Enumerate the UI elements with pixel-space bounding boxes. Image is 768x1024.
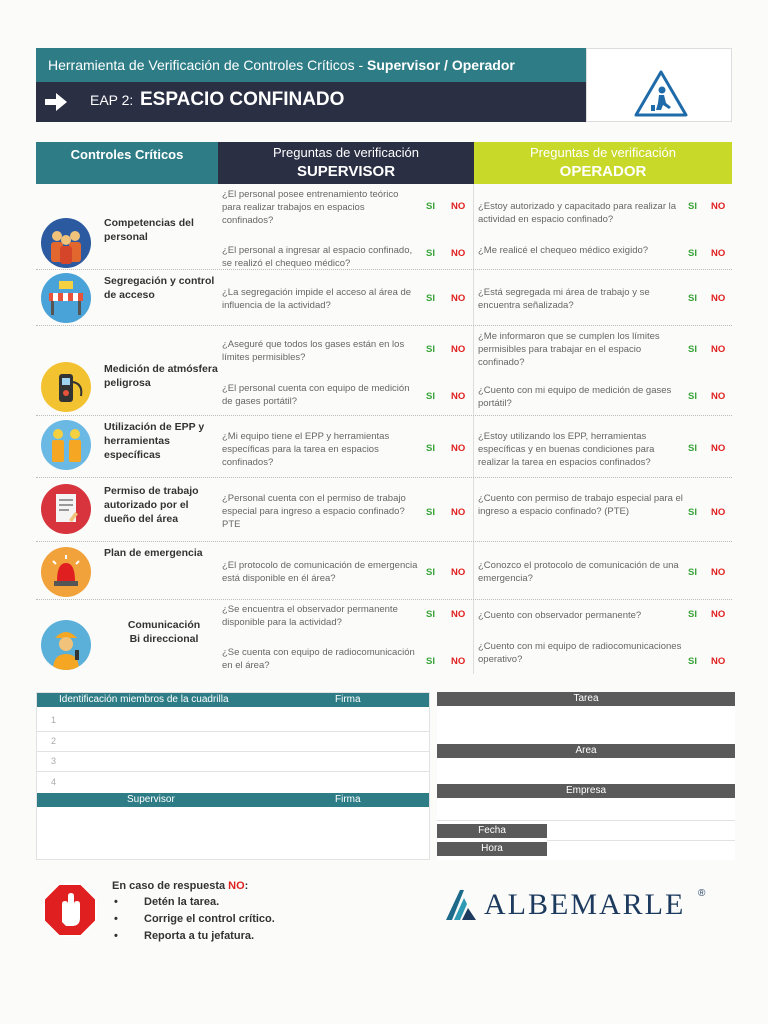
right-arrow-icon xyxy=(44,92,68,112)
supervisor-question: ¿Mi equipo tiene el EPP y herramientas específicas para la tarea en espacios confinados? xyxy=(222,431,390,468)
operator-question: ¿Cuento con permiso de trabajo especial para el ingreso a espacio confinado? (PTE) xyxy=(478,493,683,517)
supervisor-question: ¿El personal posee entrenamiento teórico para realizar trabajos en espacios confinados? xyxy=(222,189,399,226)
note-title-prefix: En caso de respuesta xyxy=(112,880,229,892)
control-row-emergencia xyxy=(36,542,732,600)
operator-question: ¿Cuento con mi equipo de radiocomunicaciones operativo? xyxy=(478,641,682,665)
control-row-medicion xyxy=(36,326,732,416)
no-answer-note: En caso de respuesta NO: Detén la tarea. Corrige el control crítico. Reporta a tu jefatura. xyxy=(36,868,426,952)
yes-option[interactable]: SI xyxy=(688,201,697,212)
supervisor-question: ¿Se cuenta con equipo de radiocomunicación en el área? xyxy=(222,647,415,671)
supervisor-question: ¿Aseguré que todos los gases están en los límites permisibles? xyxy=(222,339,405,363)
yes-option[interactable]: SI xyxy=(688,443,697,454)
no-option[interactable]: NO xyxy=(451,344,466,355)
no-option[interactable]: NO xyxy=(711,344,726,355)
yes-option[interactable]: SI xyxy=(426,344,435,355)
crew-row-number: 1 xyxy=(51,715,57,725)
albemarle-logo xyxy=(444,886,734,926)
supervisor-header-top: Preguntas de verificación xyxy=(273,145,419,160)
yes-option[interactable]: SI xyxy=(688,344,697,355)
emergency-light-icon xyxy=(41,547,91,597)
no-option[interactable]: NO xyxy=(451,391,466,402)
column-header-controls: Controles Críticos xyxy=(36,142,218,184)
control-label: Utilización de EPP y herramientas específicas xyxy=(104,421,205,461)
gas-detector-icon xyxy=(41,362,91,412)
crew-signature-header: Firma xyxy=(335,694,361,705)
crew-row-number: 2 xyxy=(51,736,57,746)
yes-option[interactable]: SI xyxy=(426,567,435,578)
date-label: Fecha xyxy=(437,824,547,838)
crew-header xyxy=(37,693,429,707)
tool-title-bar xyxy=(36,48,586,82)
no-option[interactable]: NO xyxy=(711,201,726,212)
operator-question: ¿Conozco el protocolo de comunicación de una emergencia? xyxy=(478,560,679,584)
operator-question: ¿Está segregada mi área de trabajo y se encuentra señalizada? xyxy=(478,287,650,311)
operator-question: ¿Estoy utilizando los EPP, herramientas específicas y en buenas condiciones para realizar la tarea en espacios confinados? xyxy=(478,431,655,468)
control-label: Segregación y control de acceso xyxy=(104,275,215,301)
barrier-icon xyxy=(41,273,91,323)
control-label: Competencias del personal xyxy=(104,217,194,243)
control-label: Medición de atmósfera peligrosa xyxy=(104,363,218,389)
warning-sign-box xyxy=(586,48,732,122)
supervisor-question: ¿El protocolo de comunicación de emergencia está disponible en él área? xyxy=(222,560,418,584)
no-option[interactable]: NO xyxy=(711,443,726,454)
operator-question: ¿Cuento con mi equipo de medición de gases portátil? xyxy=(478,385,672,409)
no-option[interactable]: NO xyxy=(711,609,726,620)
task-header: Tarea xyxy=(437,692,735,706)
yes-option[interactable]: SI xyxy=(688,293,697,304)
supervisor-question: ¿Personal cuenta con el permiso de trabajo especial para ingreso a espacio confinado? PTE xyxy=(222,493,406,530)
time-label: Hora xyxy=(437,842,547,856)
no-option[interactable]: NO xyxy=(451,656,466,667)
no-option[interactable]: NO xyxy=(711,507,726,518)
tool-title: Herramienta de Verificación de Controles Críticos - xyxy=(48,57,368,73)
crew-row-number: 3 xyxy=(51,756,57,766)
column-header-supervisor xyxy=(218,142,474,184)
operator-question: ¿Estoy autorizado y capacitado para realizar la actividad en espacio confinado? xyxy=(478,201,677,225)
no-option[interactable]: NO xyxy=(451,609,466,620)
yes-option[interactable]: SI xyxy=(426,201,435,212)
crew-id-header: Identificación miembros de la cuadrilla xyxy=(59,694,229,705)
supervisor-header-bottom: SUPERVISOR xyxy=(296,163,396,180)
yes-option[interactable]: SI xyxy=(426,656,435,667)
yes-option[interactable]: SI xyxy=(426,293,435,304)
no-option[interactable]: NO xyxy=(711,656,726,667)
control-label: Permiso de trabajo autorizado por el dueño del área xyxy=(104,485,199,525)
confined-space-warning-icon xyxy=(633,69,689,119)
note-title xyxy=(112,880,248,892)
yes-option[interactable]: SI xyxy=(426,443,435,454)
no-option[interactable]: NO xyxy=(451,567,466,578)
work-permit-icon xyxy=(41,484,91,534)
supervisor-question: ¿La segregación impide el acceso al área de influencia de la actividad? xyxy=(222,287,412,311)
supervisor-header xyxy=(37,793,429,807)
no-option[interactable]: NO xyxy=(451,507,466,518)
company-header: Empresa xyxy=(437,784,735,798)
workers-icon xyxy=(41,218,91,268)
control-label: Plan de emergencia xyxy=(104,547,203,559)
control-row-competencias xyxy=(36,184,732,270)
operator-question: ¿Me realicé el chequeo médico exigido? xyxy=(478,245,649,256)
no-option[interactable]: NO xyxy=(451,248,466,259)
control-row-segregacion xyxy=(36,270,732,326)
yes-option[interactable]: SI xyxy=(688,656,697,667)
area-header: Area xyxy=(437,744,735,758)
radio-worker-icon xyxy=(41,620,91,670)
control-label: Comunicación Bi direccional xyxy=(127,619,201,645)
operator-question: ¿Me informaron que se cumplen los límites permisibles para trabajar en el espacio confinado? xyxy=(478,331,660,368)
no-option[interactable]: NO xyxy=(711,293,726,304)
stop-hand-icon xyxy=(42,882,98,938)
crew-row-number: 4 xyxy=(51,777,57,787)
control-row-comunicacion xyxy=(36,600,732,674)
yes-option[interactable]: SI xyxy=(426,391,435,402)
supervisor-question: ¿Se encuentra el observador permanente disponible para la actividad? xyxy=(222,604,398,628)
tool-title-role: Supervisor / Operador xyxy=(367,57,515,73)
yes-option[interactable]: SI xyxy=(426,507,435,518)
operator-header-top: Preguntas de verificación xyxy=(530,145,676,160)
eap-label: EAP 2: xyxy=(90,92,134,108)
crew-table xyxy=(36,692,430,860)
brand-name: ALBEMARLE xyxy=(484,888,686,921)
ppe-icon xyxy=(41,420,91,470)
eap-title-bar xyxy=(36,82,586,122)
note-title-suffix: : xyxy=(244,880,249,892)
task-table xyxy=(437,692,735,860)
yes-option[interactable]: SI xyxy=(426,248,435,259)
control-row-epp xyxy=(36,416,732,478)
control-row-permiso xyxy=(36,478,732,542)
supervisor-label: Supervisor xyxy=(127,794,175,805)
column-header-operator xyxy=(474,142,732,184)
note-title-no: NO xyxy=(228,880,245,892)
yes-option[interactable]: SI xyxy=(688,507,697,518)
yes-option[interactable]: SI xyxy=(688,567,697,578)
no-option[interactable]: NO xyxy=(711,248,726,259)
no-option[interactable]: NO xyxy=(451,443,466,454)
no-option[interactable]: NO xyxy=(451,201,466,212)
yes-option[interactable]: SI xyxy=(426,609,435,620)
no-option[interactable]: NO xyxy=(711,567,726,578)
supervisor-signature-label: Firma xyxy=(335,794,361,805)
operator-header-bottom: OPERADOR xyxy=(559,163,647,180)
yes-option[interactable]: SI xyxy=(688,248,697,259)
brand-registered: ® xyxy=(698,888,706,899)
no-option[interactable]: NO xyxy=(451,293,466,304)
supervisor-question: ¿El personal cuenta con equipo de medición de gases portátil? xyxy=(222,383,410,407)
supervisor-question: ¿El personal a ingresar al espacio confinado, se realizó el chequeo médico? xyxy=(222,245,413,269)
operator-question: ¿Cuento con observador permanente? xyxy=(478,610,642,621)
no-option[interactable]: NO xyxy=(711,391,726,402)
albemarle-logo-icon xyxy=(444,888,480,922)
yes-option[interactable]: SI xyxy=(688,609,697,620)
eap-title: ESPACIO CONFINADO xyxy=(140,89,345,110)
yes-option[interactable]: SI xyxy=(688,391,697,402)
